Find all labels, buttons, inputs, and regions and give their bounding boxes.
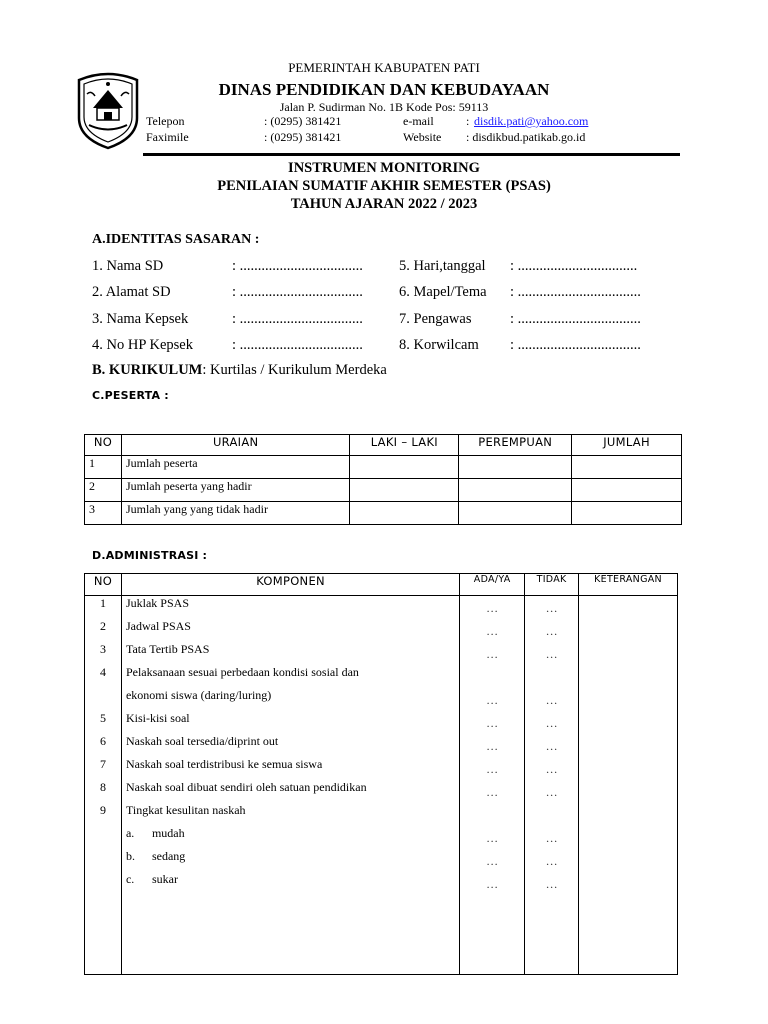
ada-cell[interactable] [460,665,525,688]
website-label: Website [403,130,442,144]
email-separator: : [466,114,470,128]
laki-cell[interactable] [350,502,459,525]
nama-kepsek-field: : .................................. [232,311,363,327]
perempuan-cell[interactable] [459,479,572,502]
kurikulum-value: : Kurtilas / Kurikulum Merdeka [202,362,387,378]
table-row [85,479,682,502]
administrasi-heading: D.ADMINISTRASI : [92,549,208,562]
hari-tanggal-label: 5. Hari,tanggal [399,258,486,274]
row-number: 1 [85,596,122,619]
row-number: 2 [85,619,122,642]
tidak-cell[interactable]: … [525,711,579,734]
tidak-cell[interactable]: … [525,734,579,757]
keterangan-cell[interactable] [579,642,678,665]
keterangan-cell[interactable] [579,596,678,619]
tidak-cell[interactable]: … [525,872,579,895]
row-uraian: Jumlah yang yang tidak hadir [121,502,349,525]
keterangan-cell[interactable] [579,849,678,872]
row-number: 6 [85,734,122,757]
row-number [85,688,122,711]
row-komponen: Jadwal PSAS [121,619,459,642]
sub-item-label: sedang [151,848,186,863]
table-row [85,665,678,688]
tidak-cell[interactable]: … [525,642,579,665]
jumlah-cell[interactable] [572,502,682,525]
ada-cell[interactable]: … [460,849,525,872]
admin-header-keterangan: KETERANGAN [579,574,678,596]
peserta-header-no: NO [85,435,122,456]
keterangan-cell[interactable] [579,872,678,895]
ada-cell[interactable]: … [460,757,525,780]
jumlah-cell[interactable] [572,456,682,479]
kurikulum-line [92,362,387,379]
ada-cell[interactable]: … [460,596,525,619]
row-uraian: Jumlah peserta [121,456,349,479]
letterhead-divider [143,153,680,156]
ada-cell[interactable]: … [460,826,525,849]
mapel-tema-label: 6. Mapel/Tema [399,284,487,300]
sub-item-letter: a. [125,825,135,840]
peserta-table [84,434,682,525]
nama-sd-field: : .................................. [232,258,363,274]
ada-cell[interactable]: … [460,780,525,803]
jumlah-cell[interactable] [572,479,682,502]
row-uraian: Jumlah peserta yang hadir [121,479,349,502]
laki-cell[interactable] [350,456,459,479]
row-komponen: Naskah soal tersedia/diprint out [121,734,459,757]
row-number: 3 [85,502,122,525]
nama-kepsek-label: 3. Nama Kepsek [92,311,189,327]
ada-cell[interactable]: … [460,734,525,757]
hp-kepsek-field: : .................................. [232,337,363,353]
peserta-header-perempuan: PEREMPUAN [459,435,572,456]
row-komponen [121,849,459,872]
table-row [85,456,682,479]
title-line-1: INSTRUMEN MONITORING [288,160,480,176]
laki-cell[interactable] [350,479,459,502]
row-komponen [121,826,459,849]
website-value: : disdikbud.patikab.go.id [466,130,586,144]
row-number: 8 [85,780,122,803]
table-row [85,826,678,849]
admin-header-ada: ADA/YA [460,574,525,596]
tidak-cell[interactable]: … [525,688,579,711]
table-row [85,619,678,642]
telepon-label: Telepon [146,114,185,128]
table-row [85,780,678,803]
table-row [85,711,678,734]
letterhead-department: DINAS PENDIDIKAN DAN KEBUDAYAAN [218,80,550,99]
row-number [85,872,122,895]
fax-value: : (0295) 381421 [264,130,342,144]
identitas-heading: A.IDENTITAS SASARAN : [92,232,260,247]
table-row [85,849,678,872]
row-komponen: Tingkat kesulitan naskah [121,803,459,826]
row-number: 4 [85,665,122,688]
table-row [85,688,678,711]
table-row [85,596,678,619]
keterangan-cell[interactable] [579,734,678,757]
peserta-heading: C.PESERTA : [92,389,169,402]
ada-cell[interactable]: … [460,872,525,895]
alamat-sd-label: 2. Alamat SD [92,284,171,300]
row-number: 2 [85,479,122,502]
admin-header-komponen: KOMPONEN [121,574,459,596]
table-row [85,872,678,895]
pengawas-field: : .................................. [510,311,641,327]
row-number: 9 [85,803,122,826]
tidak-cell[interactable] [525,665,579,688]
administrasi-table [84,573,678,975]
row-number: 7 [85,757,122,780]
korwilcam-label: 8. Korwilcam [399,337,479,353]
ada-cell[interactable]: … [460,711,525,734]
tidak-cell[interactable]: … [525,757,579,780]
perempuan-cell[interactable] [459,502,572,525]
perempuan-cell[interactable] [459,456,572,479]
row-number [85,849,122,872]
row-komponen: Juklak PSAS [121,596,459,619]
row-komponen: Kisi-kisi soal [121,711,459,734]
row-number: 5 [85,711,122,734]
sub-item-label: mudah [151,825,185,840]
email-label: e-mail [403,114,434,128]
keterangan-cell[interactable] [579,757,678,780]
table-row [85,502,682,525]
kurikulum-label: B. KURIKULUM [92,362,203,378]
title-line-2: PENILAIAN SUMATIF AKHIR SEMESTER (PSAS) [217,178,551,194]
table-row-blank [85,895,678,975]
keterangan-cell[interactable] [579,711,678,734]
letterhead-government: PEMERINTAH KABUPATEN PATI [288,60,480,75]
row-komponen: ekonomi siswa (daring/luring) [121,688,459,711]
nama-sd-label: 1. Nama SD [92,258,164,274]
table-row [85,803,678,826]
pengawas-label: 7. Pengawas [399,311,472,327]
telepon-value: : (0295) 381421 [264,114,342,128]
hari-tanggal-field: : ................................. [510,258,638,274]
tidak-cell[interactable]: … [525,849,579,872]
mapel-tema-field: : .................................. [510,284,641,300]
tidak-cell[interactable]: … [525,826,579,849]
admin-header-no: NO [85,574,122,596]
sub-item-letter: c. [125,871,135,886]
row-komponen: Pelaksanaan sesuai perbedaan kondisi sosial dan [121,665,459,688]
letterhead-address: Jalan P. Sudirman No. 1B Kode Pos: 59113 [279,100,489,114]
keterangan-cell[interactable] [579,688,678,711]
ada-cell[interactable]: … [460,642,525,665]
title-line-3: TAHUN AJARAN 2022 / 2023 [290,196,478,212]
sub-item-label: sukar [151,871,178,886]
keterangan-cell[interactable] [579,780,678,803]
tidak-cell[interactable] [525,803,579,826]
tidak-cell[interactable]: … [525,780,579,803]
table-row [85,757,678,780]
peserta-header-laki: LAKI – LAKI [350,435,459,456]
tidak-cell[interactable]: … [525,596,579,619]
row-komponen: Tata Tertib PSAS [121,642,459,665]
row-number: 3 [85,642,122,665]
row-komponen: Naskah soal terdistribusi ke semua siswa [121,757,459,780]
sub-item-letter: b. [125,848,135,863]
table-row [85,642,678,665]
table-row [85,734,678,757]
keterangan-cell[interactable] [579,826,678,849]
fax-label: Faximile [146,130,189,144]
peserta-header-uraian: URAIAN [121,435,349,456]
row-number: 1 [85,456,122,479]
keterangan-cell[interactable] [579,619,678,642]
alamat-sd-field: : .................................. [232,284,363,300]
admin-header-tidak: TIDAK [525,574,579,596]
keterangan-cell[interactable] [579,803,678,826]
ada-cell[interactable]: … [460,688,525,711]
row-number [85,826,122,849]
peserta-header-jumlah: JUMLAH [572,435,682,456]
email-link[interactable]: disdik.pati@yahoo.com [474,114,589,128]
tidak-cell[interactable]: … [525,619,579,642]
ada-cell[interactable] [460,803,525,826]
row-komponen [121,872,459,895]
ada-cell[interactable]: … [460,619,525,642]
hp-kepsek-label: 4. No HP Kepsek [92,337,193,353]
row-komponen: Naskah soal dibuat sendiri oleh satuan pendidikan [121,780,459,803]
korwilcam-field: : .................................. [510,337,641,353]
keterangan-cell[interactable] [579,665,678,688]
